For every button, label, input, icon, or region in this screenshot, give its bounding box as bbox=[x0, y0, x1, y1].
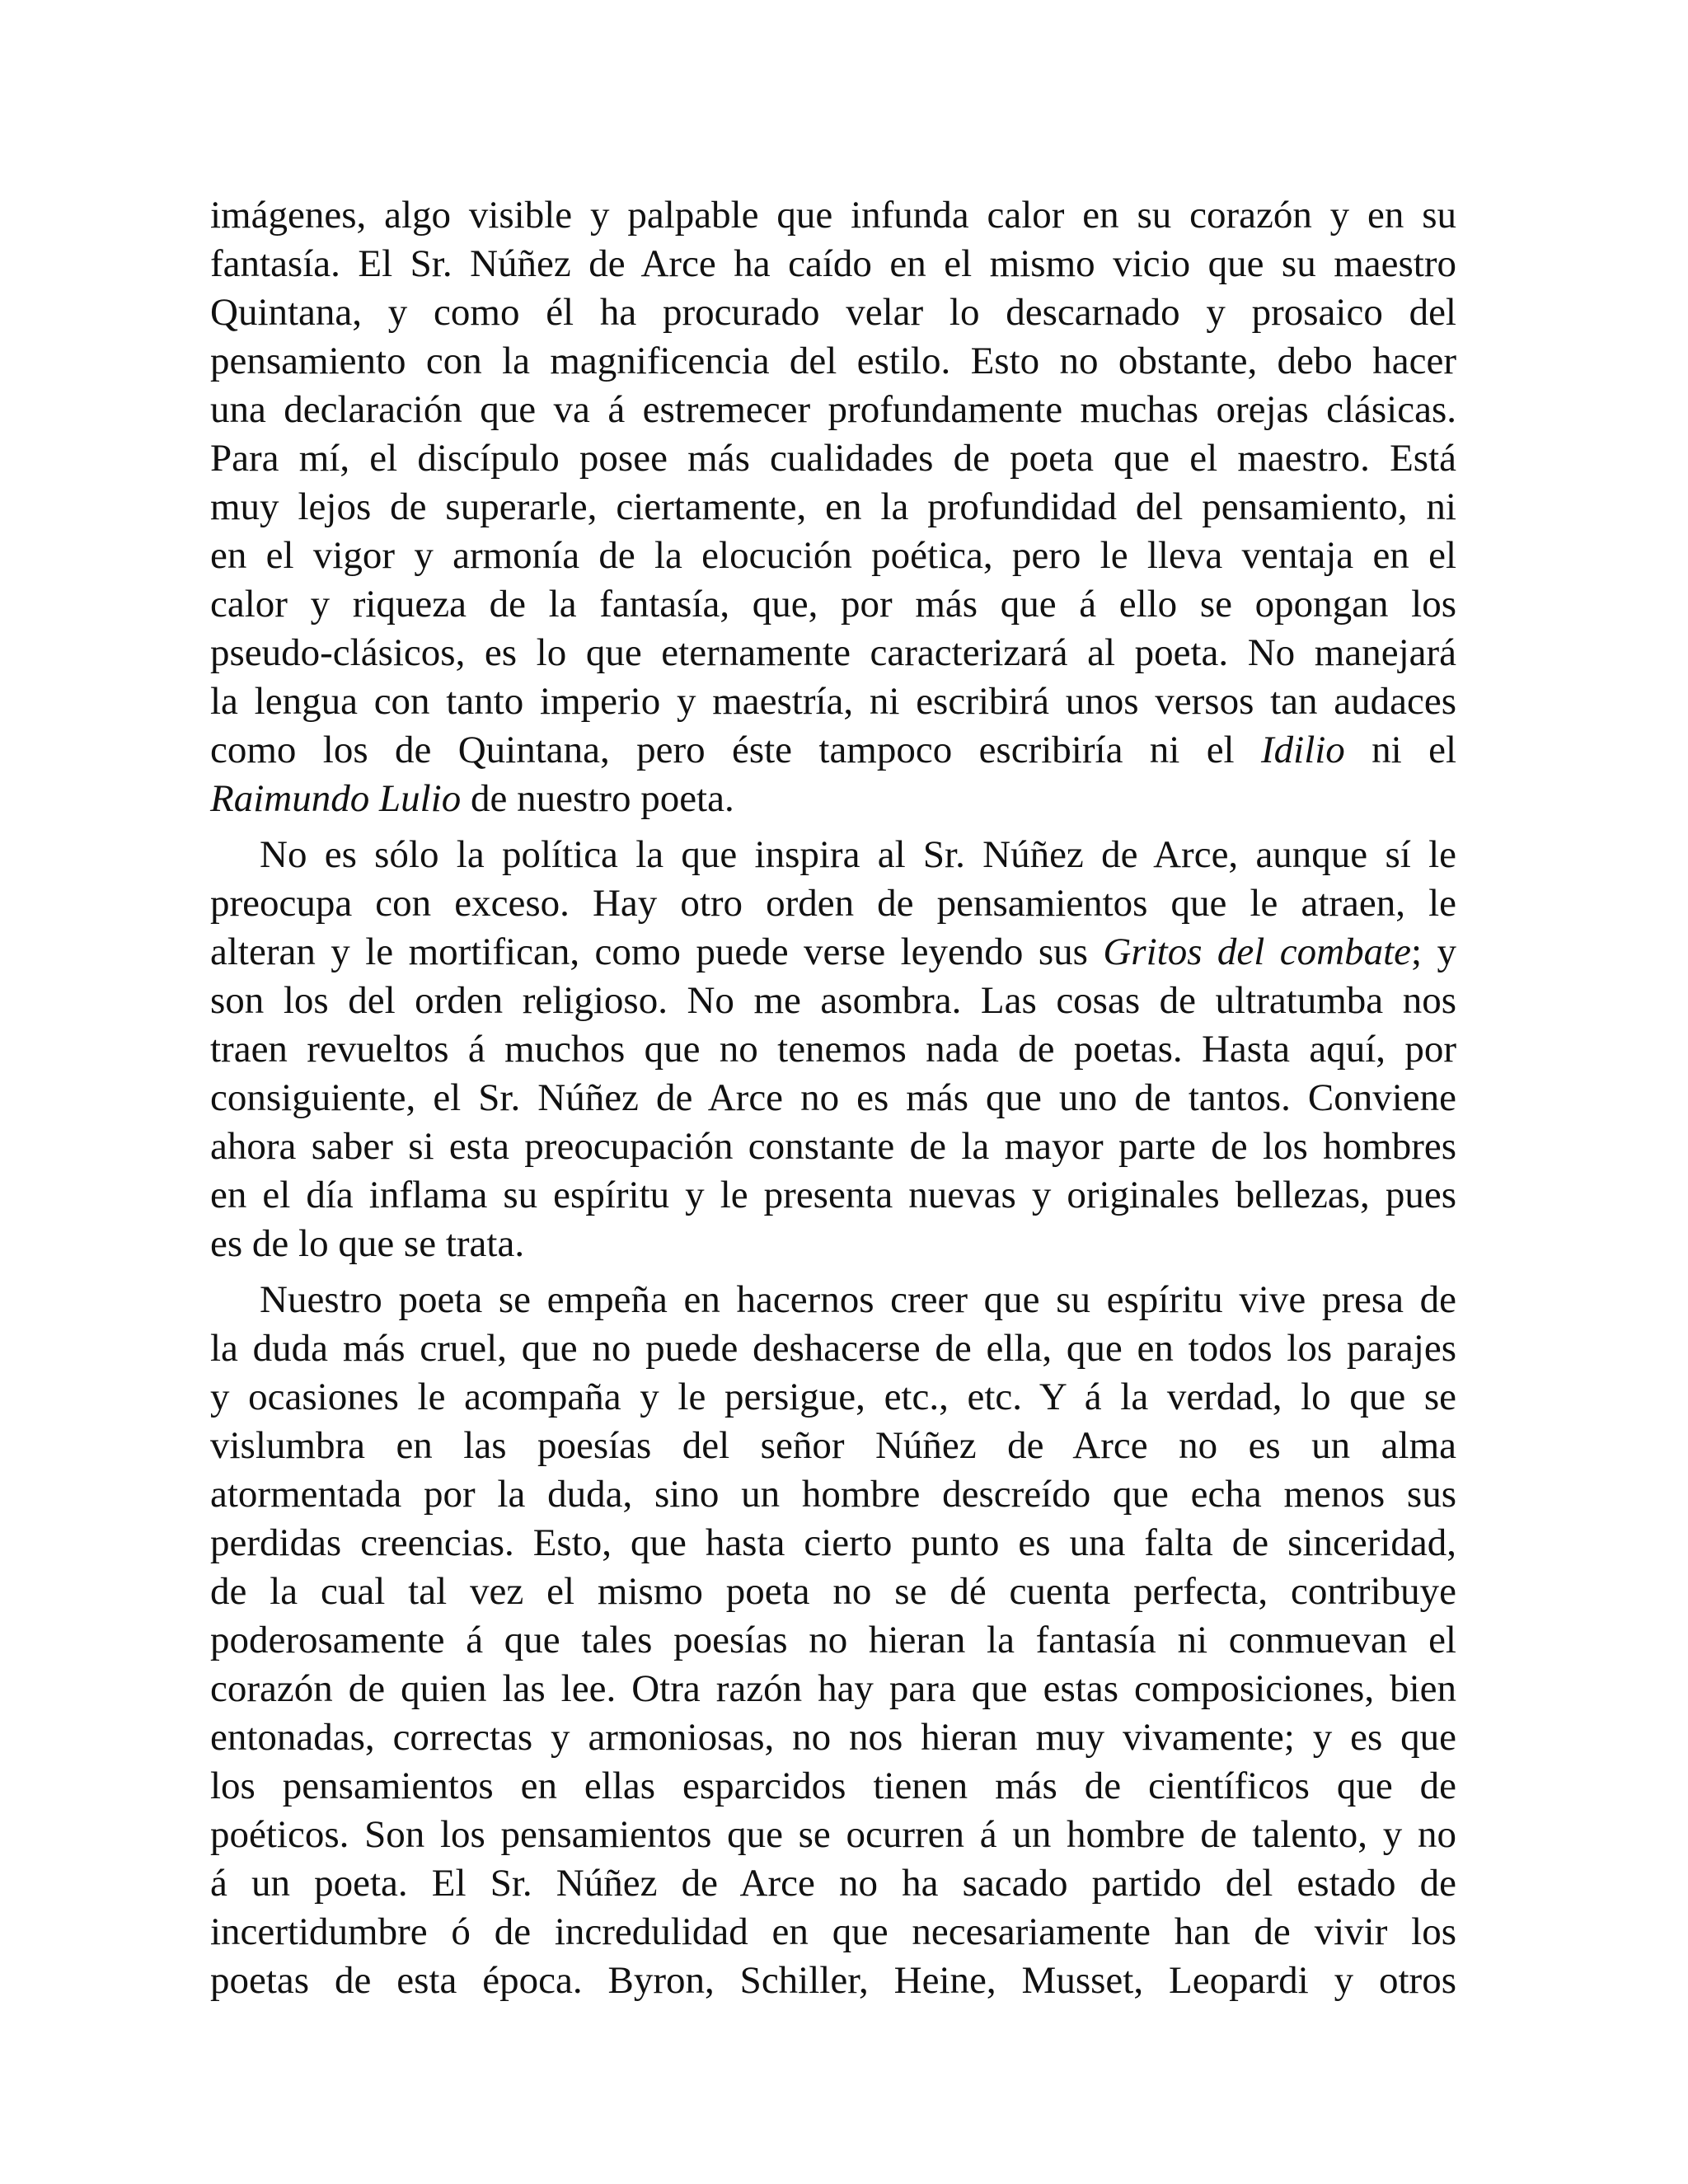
text-run: fantasía. El Sr. Núñez de Arce ha caído en el mismo vicio que su maestro bbox=[210, 242, 1456, 285]
text-run: la duda más cruel, que no puede deshacerse de ella, que en todos los parajes bbox=[210, 1327, 1456, 1370]
text-run: preocupa con exceso. Hay otro orden de pensamientos que le atraen, le bbox=[210, 882, 1456, 925]
text-line bbox=[210, 1665, 1456, 1713]
text-run: pseudo-clásicos, es lo que eternamente caracterizará al poeta. No manejará bbox=[210, 631, 1456, 674]
text-run: en el vigor y armonía de la elocución poética, pero le lleva ventaja en el bbox=[210, 534, 1456, 577]
text-run: de la cual tal vez el mismo poeta no se dé cuenta perfecta, contribuye bbox=[210, 1570, 1456, 1613]
text-run: consiguiente, el Sr. Núñez de Arce no es más que uno de tantos. Conviene bbox=[210, 1076, 1456, 1119]
text-run: á un poeta. El Sr. Núñez de Arce no ha sacado partido del estado de bbox=[210, 1862, 1456, 1905]
text-run: Para mí, el discípulo posee más cualidades de poeta que el maestro. Está bbox=[210, 437, 1456, 480]
text-line bbox=[210, 928, 1456, 977]
text-line bbox=[210, 1122, 1456, 1171]
text-line bbox=[210, 775, 1456, 823]
text-line bbox=[210, 1074, 1456, 1122]
paragraph bbox=[210, 191, 1456, 823]
text-line bbox=[210, 1519, 1456, 1568]
text-run: es de lo que se trata. bbox=[210, 1222, 525, 1265]
text-line bbox=[210, 532, 1456, 580]
text-line bbox=[210, 677, 1456, 726]
text-run: pensamiento con la magnificencia del estilo. Esto no obstante, debo hacer bbox=[210, 340, 1456, 382]
text-line bbox=[210, 434, 1456, 483]
text-line bbox=[210, 1470, 1456, 1519]
text-line bbox=[210, 191, 1456, 240]
text-line bbox=[210, 879, 1456, 928]
text-line bbox=[210, 483, 1456, 532]
text-run: como los de Quintana, pero éste tampoco escribiría ni el bbox=[210, 729, 1261, 771]
text-line bbox=[210, 1324, 1456, 1373]
text-run: alteran y le mortifican, como puede verse leyendo sus bbox=[210, 930, 1104, 973]
text-line bbox=[210, 288, 1456, 337]
text-line bbox=[210, 1422, 1456, 1470]
text-run: Nuestro poeta se empeña en hacernos creer que su espíritu vive presa de bbox=[260, 1278, 1456, 1321]
text-run: poetas de esta época. Byron, Schiller, Heine, Musset, Leopardi y otros bbox=[210, 1959, 1456, 2002]
text-run: perdidas creencias. Esto, que hasta cierto punto es una falta de sinceridad, bbox=[210, 1521, 1456, 1564]
italic-title: Idilio bbox=[1260, 729, 1345, 771]
text-line bbox=[210, 580, 1456, 629]
text-line bbox=[210, 1025, 1456, 1074]
text-line bbox=[210, 1276, 1456, 1324]
text-run: atormentada por la duda, sino un hombre descreído que echa menos sus bbox=[210, 1473, 1456, 1516]
text-line bbox=[210, 831, 1456, 879]
text-run: imágenes, algo visible y palpable que infunda calor en su corazón y en su bbox=[210, 194, 1456, 237]
text-run: de nuestro poeta. bbox=[461, 777, 734, 820]
text-line bbox=[210, 1713, 1456, 1762]
text-line bbox=[210, 1568, 1456, 1616]
text-run: traen revueltos á muchos que no tenemos nada de poetas. Hasta aquí, por bbox=[210, 1028, 1456, 1071]
text-run: los pensamientos en ellas esparcidos tienen más de científicos que de bbox=[210, 1765, 1456, 1807]
text-line bbox=[210, 977, 1456, 1025]
text-run: ; y bbox=[1411, 930, 1456, 973]
text-line bbox=[210, 1762, 1456, 1811]
text-run: son los del orden religioso. No me asombra. Las cosas de ultratumba nos bbox=[210, 979, 1456, 1022]
text-line bbox=[210, 386, 1456, 434]
text-line bbox=[210, 726, 1456, 775]
text-run: ni el bbox=[1344, 729, 1457, 771]
text-run: poderosamente á que tales poesías no hieran la fantasía ni conmuevan el bbox=[210, 1619, 1456, 1661]
text-run: muy lejos de superarle, ciertamente, en la profundidad del pensamiento, ni bbox=[210, 485, 1456, 528]
italic-title: Raimundo Lulio bbox=[210, 777, 462, 820]
text-run: una declaración que va á estremecer profundamente muchas orejas clásicas. bbox=[210, 388, 1456, 431]
text-line bbox=[210, 629, 1456, 677]
text-line bbox=[210, 1171, 1456, 1220]
text-run: la lengua con tanto imperio y maestría, ni escribirá unos versos tan audaces bbox=[210, 680, 1456, 723]
text-line bbox=[210, 1373, 1456, 1422]
text-line bbox=[210, 337, 1456, 386]
text-run: entonadas, correctas y armoniosas, no nos hieran muy vivamente; y es que bbox=[210, 1716, 1456, 1759]
paragraph bbox=[210, 831, 1456, 1268]
text-run: poéticos. Son los pensamientos que se ocurren á un hombre de talento, y no bbox=[210, 1813, 1456, 1856]
text-run: No es sólo la política la que inspira al Sr. Núñez de Arce, aunque sí le bbox=[260, 833, 1456, 876]
text-line bbox=[210, 1616, 1456, 1665]
text-run: vislumbra en las poesías del señor Núñez de Arce no es un alma bbox=[210, 1424, 1456, 1467]
text-line bbox=[210, 1859, 1456, 1908]
text-run: calor y riqueza de la fantasía, que, por más que á ello se opongan los bbox=[210, 583, 1456, 626]
text-run: y ocasiones le acompaña y le persigue, etc., etc. Y á la verdad, lo que se bbox=[210, 1376, 1456, 1418]
text-run: Quintana, y como él ha procurado velar lo descarnado y prosaico del bbox=[210, 291, 1456, 334]
text-run: en el día inflama su espíritu y le presenta nuevas y originales bellezas, pues bbox=[210, 1174, 1456, 1216]
text-line bbox=[210, 1957, 1456, 2005]
italic-title: Gritos del combate bbox=[1103, 930, 1411, 973]
text-line bbox=[210, 1811, 1456, 1859]
text-line bbox=[210, 1220, 1456, 1268]
text-line bbox=[210, 240, 1456, 288]
text-run: ahora saber si esta preocupación constante de la mayor parte de los hombres bbox=[210, 1125, 1456, 1168]
text-run: incertidumbre ó de incredulidad en que necesariamente han de vivir los bbox=[210, 1910, 1456, 1953]
paragraph bbox=[210, 1276, 1456, 2005]
text-line bbox=[210, 1908, 1456, 1957]
body-text bbox=[210, 191, 1456, 2005]
text-run: corazón de quien las lee. Otra razón hay para que estas composiciones, bien bbox=[210, 1667, 1456, 1710]
